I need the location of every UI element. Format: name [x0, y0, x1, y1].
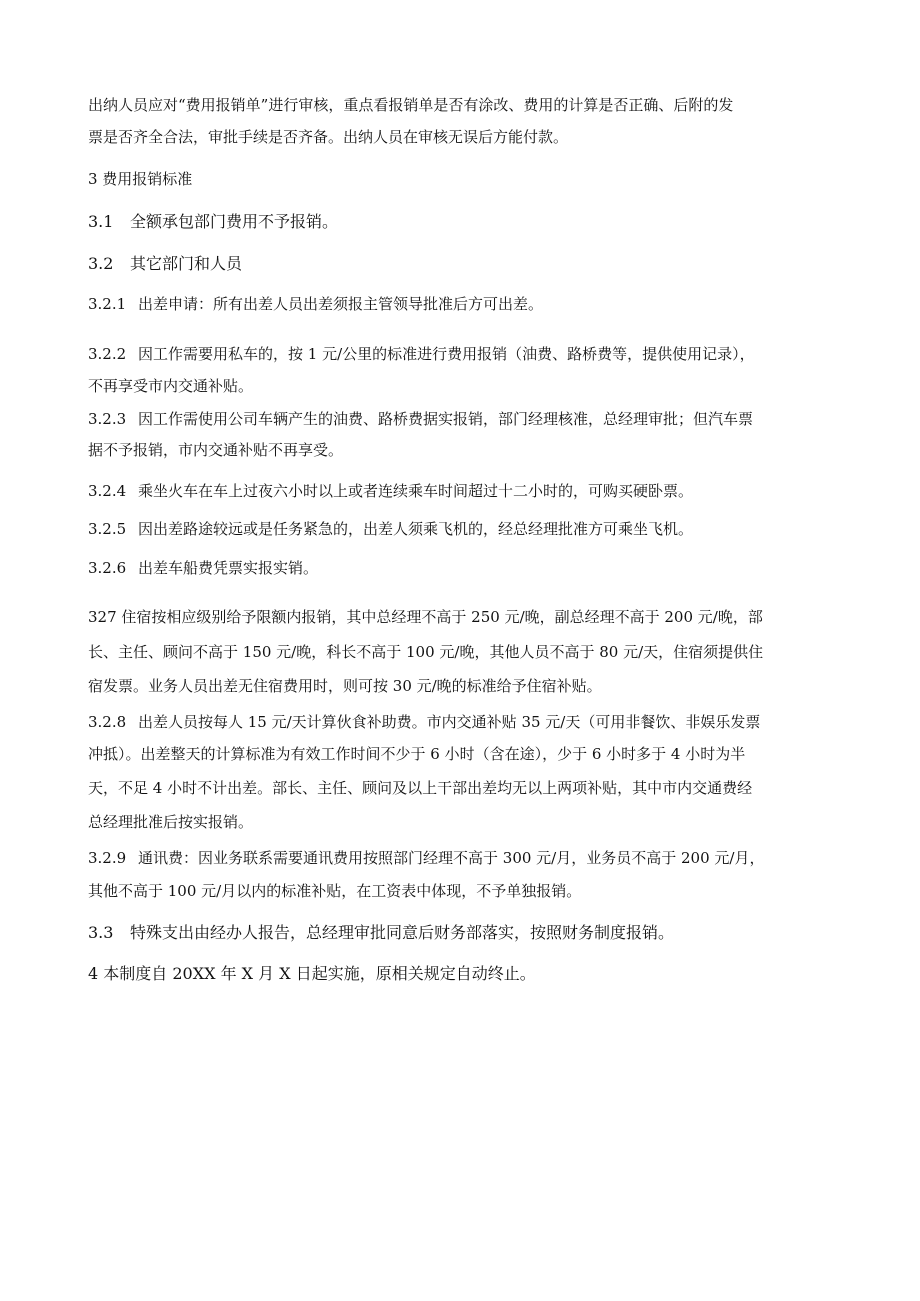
clause-number: 3.2.4 — [88, 482, 127, 500]
clause-3-2-7-line-2: 长、主任、顾问不高于 150 元/晚，科长不高于 100 元/晚，其他人员不高于 80 元/天，住宿须提供住 — [88, 643, 764, 661]
clause-3-2-9-line-2: 其他不高于 100 元/月以内的标准补贴，在工资表中体现，不予单独报销。 — [88, 882, 582, 900]
clause-3-2-3-line-2: 据不予报销，市内交通补贴不再享受。 — [88, 441, 344, 459]
clause-number: 3.2.2 — [88, 345, 127, 363]
clause-3-2-8-line-3: 天，不足 4 小时不计出差。部长、主任、顾问及以上干部出差均无以上两项补贴，其中市内交通费经 — [88, 779, 753, 797]
clause-text: 因工作需使用公司车辆产生的油费、路桥费据实报销，部门经理核准，总经理审批；但汽车票 — [138, 410, 754, 428]
clause-3-2-1 — [88, 289, 838, 320]
clause-text: 出差人员按每人 15 元/天计算伙食补助费。市内交通补贴 35 元/天（可用非餐饮、非娱乐发票 — [138, 713, 761, 731]
clause-text: 特殊支出由经办人报告，总经理审批同意后财务部落实，按照财务制度报销。 — [130, 923, 675, 942]
clause-3-3 — [88, 917, 838, 948]
clause-3-2-3-line-1 — [88, 404, 838, 435]
clause-text: 乘坐火车在车上过夜六小时以上或者连续乘车时间超过十二小时的，可购买硬卧票。 — [138, 482, 694, 500]
clause-number: 3.2.5 — [88, 520, 127, 538]
clause-number: 3.2.3 — [88, 410, 127, 428]
clause-text: 出差申请：所有出差人员出差须报主管领导批准后方可出差。 — [138, 295, 544, 313]
clause-number: 3.1 — [88, 212, 114, 231]
clause-number: 3.3 — [88, 923, 114, 942]
clause-3-2-2-line-2: 不再享受市内交通补贴。 — [88, 377, 254, 395]
section-4-text: 4 本制度自 20XX 年 X 月 X 日起实施，原相关规定自动终止。 — [88, 964, 536, 983]
clause-text: 出差车船费凭票实报实销。 — [138, 559, 319, 577]
clause-3-2-8-line-4: 总经理批准后按实报销。 — [88, 813, 254, 831]
clause-3-2-8-line-2: 冲抵）。出差整天的计算标准为有效工作时间不少于 6 小时（含在途），少于 6 小时多于 4 小时为半 — [88, 745, 746, 763]
clause-3-2-2-line-1 — [88, 339, 838, 370]
clause-text: 通讯费：因业务联系需要通讯费用按照部门经理不高于 300 元/月，业务员不高于 200 元/月， — [138, 849, 765, 867]
audit-paragraph-line-1: 出纳人员应对“费用报销单”进行审核，重点看报销单是否有涂改、费用的计算是否正确、后附的发 — [88, 96, 734, 114]
audit-paragraph-line-2: 票是否齐全合法，审批手续是否齐备。出纳人员在审核无误后方能付款。 — [88, 128, 569, 146]
section-3-heading: 3 费用报销标准 — [88, 170, 193, 188]
clause-number: 3.2.8 — [88, 713, 127, 731]
clause-number: 3.2.1 — [88, 295, 127, 313]
clause-3-2-6 — [88, 553, 838, 584]
clause-3-2 — [88, 248, 838, 279]
clause-3-2-7-line-3: 宿发票。业务人员出差无住宿费用时，则可按 30 元/晚的标准给予住宿补贴。 — [88, 677, 602, 695]
clause-3-2-8-line-1 — [88, 707, 838, 738]
clause-number: 3.2.6 — [88, 559, 127, 577]
clause-3-2-9-line-1 — [88, 843, 838, 874]
clause-3-2-5 — [88, 514, 838, 545]
clause-text: 因出差路途较远或是任务紧急的，出差人须乘飞机的，经总经理批准方可乘坐飞机。 — [138, 520, 694, 538]
clause-3-2-4 — [88, 476, 838, 507]
clause-text: 全额承包部门费用不予报销。 — [130, 212, 339, 231]
clause-number: 3.2 — [88, 254, 114, 273]
clause-3-2-7-line-1: 327 住宿按相应级别给予限额内报销，其中总经理不高于 250 元/晚，副总经理不高于 200 元/晚，部 — [88, 608, 763, 626]
clause-text: 因工作需要用私车的，按 1 元/公里的标准进行费用报销（油费、路桥费等，提供使用记录）， — [138, 345, 755, 363]
clause-text: 其它部门和人员 — [130, 254, 243, 273]
clause-number: 3.2.9 — [88, 849, 127, 867]
clause-3-1 — [88, 206, 838, 237]
